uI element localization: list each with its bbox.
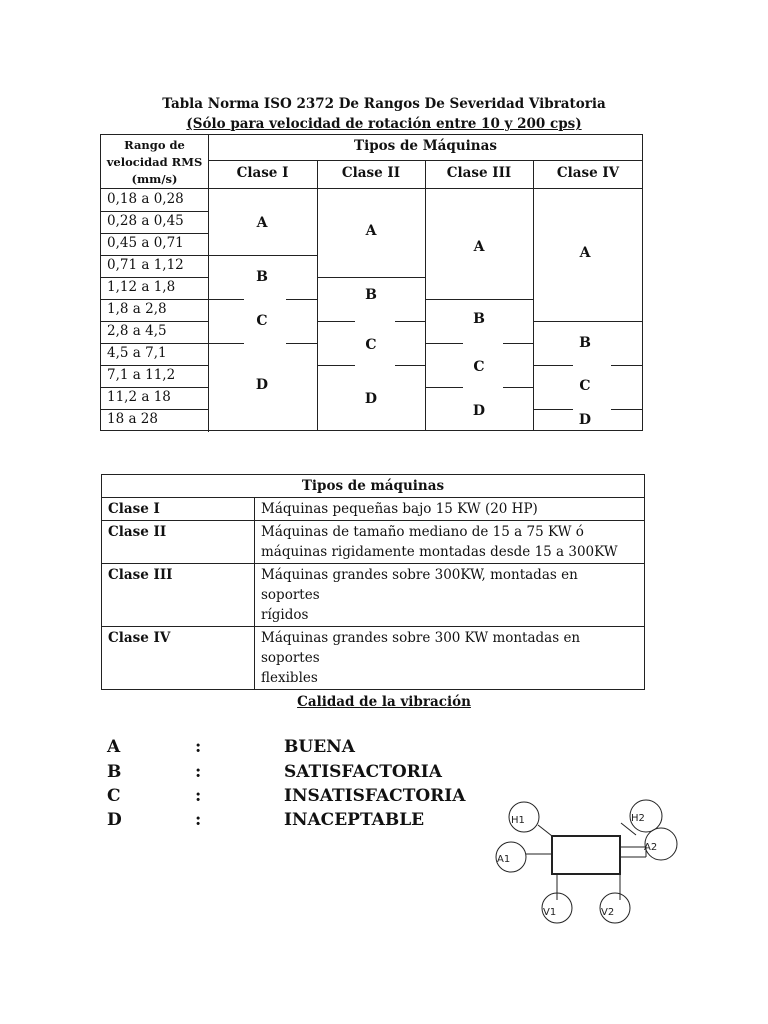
range-row: 18 a 28	[107, 411, 158, 427]
class-header-iv: Clase IV	[556, 165, 620, 181]
point-label-a2: A2	[644, 842, 658, 853]
class-label: Clase III	[102, 564, 255, 627]
range-row: 1,8 a 2,8	[107, 301, 167, 317]
class-label: Clase I	[102, 498, 255, 521]
grade-clase-iii-d: D	[472, 403, 486, 419]
grade-clase-i-d: D	[255, 377, 269, 393]
grade-clase-iv-a: A	[579, 245, 591, 261]
quality-item: C : INSATISFACTORIA	[107, 786, 466, 806]
table-row	[102, 521, 645, 564]
grade-clase-iii-b: B	[473, 311, 485, 327]
range-row: 0,18 a 0,28	[107, 191, 184, 207]
range-row: 4,5 a 7,1	[107, 345, 167, 361]
vibration-severity-table	[100, 134, 643, 431]
quality-title: Calidad de la vibración	[297, 694, 471, 710]
h2-connector	[621, 823, 636, 835]
quality-item: A : BUENA	[107, 737, 355, 757]
table-row	[102, 564, 645, 627]
document-subtitle: (Sólo para velocidad de rotación entre 10 y 200 cps)	[186, 116, 582, 132]
grade-clase-ii-c: C	[365, 337, 377, 353]
quality-item: B : SATISFACTORIA	[107, 762, 442, 782]
class-header-iii: Clase III	[446, 165, 512, 181]
measurement-points-diagram	[490, 795, 690, 925]
class-header-ii: Clase II	[341, 165, 401, 181]
point-label-h2: H2	[631, 813, 645, 824]
point-label-a1: A1	[497, 854, 511, 865]
machine-body	[552, 836, 620, 874]
grade-clase-ii-a: A	[365, 223, 377, 239]
class-description: Máquinas pequeñas bajo 15 KW (20 HP)	[255, 498, 645, 521]
class-description: Máquinas grandes sobre 300 KW montadas en soportes flexibles	[255, 627, 645, 690]
grade-clase-iii-c: C	[473, 359, 485, 375]
grade-clase-iv-d: D	[578, 412, 592, 428]
grade-clase-iii-a: A	[473, 239, 485, 255]
h1-connector	[538, 825, 552, 836]
range-row: 11,2 a 18	[107, 389, 171, 405]
range-row: 7,1 a 11,2	[107, 367, 176, 383]
range-row: 2,8 a 4,5	[107, 323, 167, 339]
point-label-h1: H1	[511, 815, 525, 826]
table-row	[102, 627, 645, 690]
point-label-v1: V1	[543, 907, 557, 918]
quality-item: D : INACEPTABLE	[107, 810, 425, 830]
grade-clase-ii-d: D	[364, 391, 378, 407]
class-header-i: Clase I	[236, 165, 289, 181]
grade-clase-i-a: A	[256, 215, 268, 231]
table-row	[102, 498, 645, 521]
class-label: Clase II	[102, 521, 255, 564]
document-title: Tabla Norma ISO 2372 De Rangos De Severidad Vibratoria	[162, 96, 606, 112]
range-row: 0,71 a 1,12	[107, 257, 184, 273]
table-header-row	[102, 475, 645, 498]
range-row: 0,45 a 0,71	[107, 235, 184, 251]
point-label-v2: V2	[601, 907, 615, 918]
class-label: Clase IV	[102, 627, 255, 690]
machine-types-table-header: Tipos de máquinas	[102, 475, 645, 498]
grade-clase-ii-b: B	[365, 287, 377, 303]
machine-types-header: Tipos de Máquinas	[354, 138, 497, 154]
grade-clase-iv-b: B	[579, 335, 591, 351]
grade-clase-i-b: B	[256, 269, 268, 285]
machine-types-table	[101, 474, 645, 690]
range-header: Rango de velocidad RMS (mm/s)	[106, 138, 203, 186]
grade-clase-iv-c: C	[579, 378, 591, 394]
class-description: Máquinas de tamaño mediano de 15 a 75 KW ó máquinas rigidamente montadas desde 15 a 300KW	[255, 521, 645, 564]
range-row: 1,12 a 1,8	[107, 279, 176, 295]
range-row: 0,28 a 0,45	[107, 213, 184, 229]
class-description: Máquinas grandes sobre 300KW, montadas en soportes rígidos	[255, 564, 645, 627]
grade-clase-i-c: C	[256, 313, 268, 329]
